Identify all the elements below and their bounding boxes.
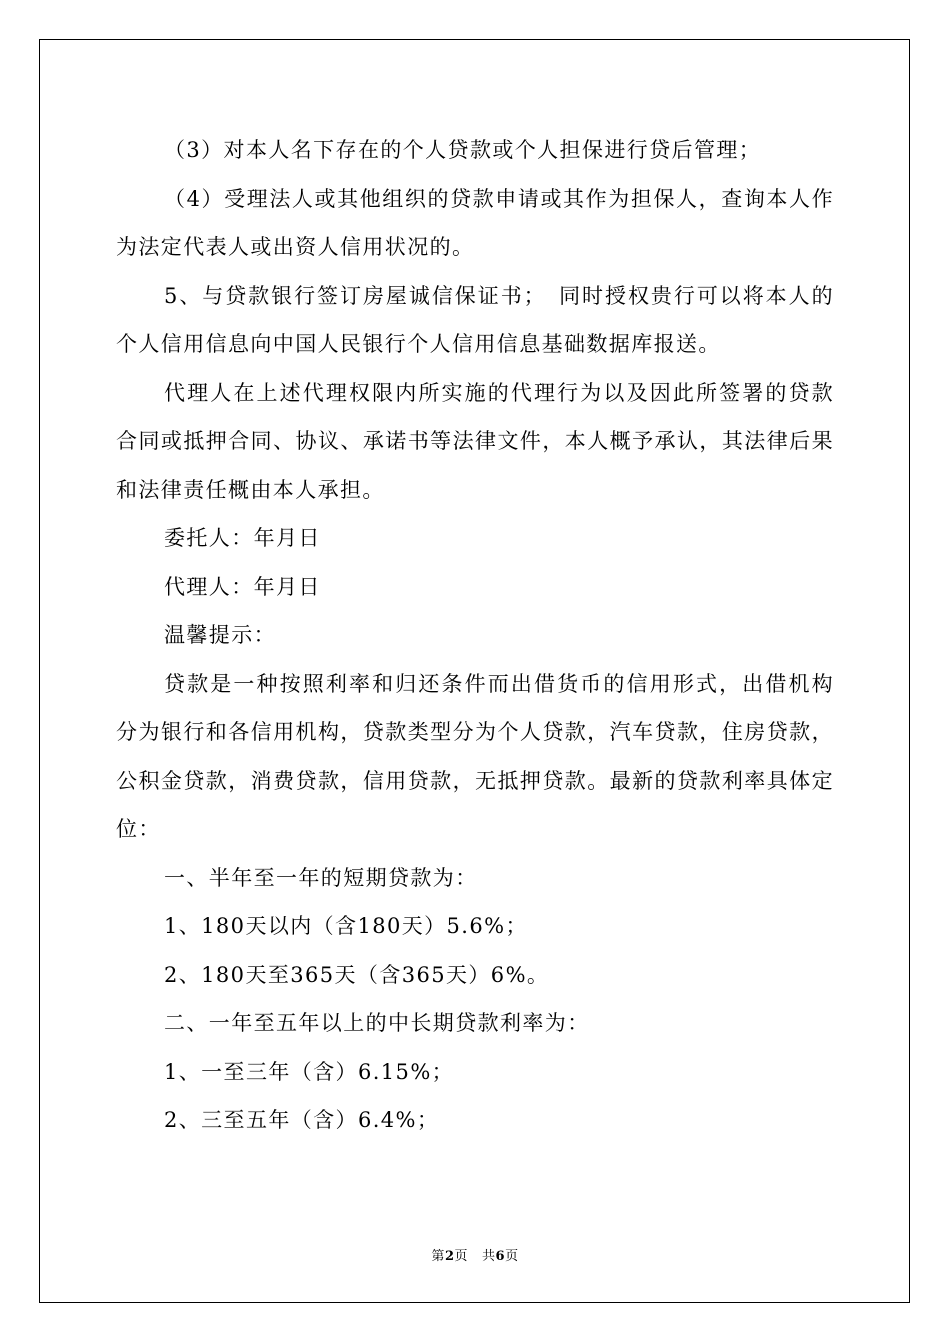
page-suffix: 页 [454,1249,468,1264]
paragraph-item-5: 5、与贷款银行签订房屋诚信保证书； 同时授权贵行可以将本人的个人信用信息向中国人民银行个人信用信息基础数据库报送。 [116,283,834,356]
long-term-rate-2: 2、三至五年（含）6.4%； [164,1108,440,1132]
page-footer [0,1248,950,1266]
document-body [116,126,834,1145]
paragraph-loan-definition: 贷款是一种按照利率和归还条件而出借货币的信用形式，出借机构分为银行和各信用机构，贷款类型分为个人贷款，汽车贷款，住房贷款，公积金贷款，消费贷款，信用贷款，无抵押贷款。最新的贷款利率具体定位： [116,671,834,841]
short-term-rate-2: 2、180天至365天（含365天）6%。 [164,962,550,987]
paragraph-agent-authority: 代理人在上述代理权限内所实施的代理行为以及因此所签署的贷款合同或抵押合同、协议、承诺书等法律文件，本人概予承认，其法律后果和法律责任概由本人承担。 [116,380,834,502]
total-suffix: 页 [505,1249,519,1264]
short-term-heading: 一、半年至一年的短期贷款为： [164,865,478,890]
paragraph-clause-3: （3）对本人名下存在的个人贷款或个人担保进行贷后管理； [164,138,762,162]
paragraph-clause-4: （4）受理法人或其他组织的贷款申请或其作为担保人，查询本人作为法定代表人或出资人信用状况的。 [116,186,834,259]
total-prefix: 共 [482,1249,496,1264]
current-page-number: 2 [444,1249,455,1264]
tips-heading: 温馨提示： [164,623,276,647]
principal-signature-line: 委托人：年月日 [164,526,321,550]
long-term-rate-1: 1、一至三年（含）6.15%； [164,1059,455,1084]
total-page-count: 6 [495,1249,506,1264]
page-prefix: 第 [431,1249,445,1264]
short-term-rate-1: 1、180天以内（含180天）5.6%； [164,914,528,938]
agent-signature-line: 代理人：年月日 [164,574,321,599]
long-term-heading: 二、一年至五年以上的中长期贷款利率为： [164,1011,590,1035]
